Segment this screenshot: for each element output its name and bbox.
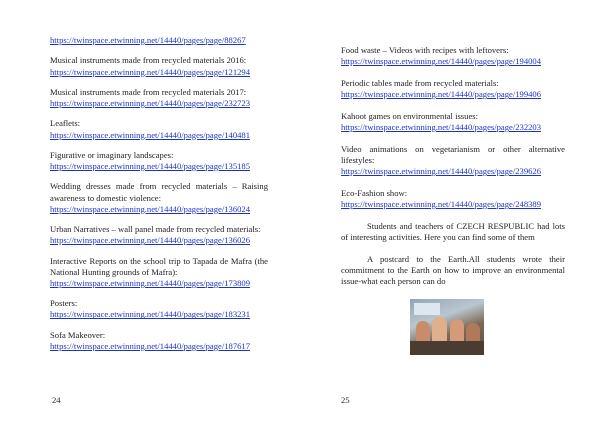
link-entry [50, 224, 268, 246]
entry-title: Urban Narratives – wall panel made from recycled materials: [50, 224, 261, 234]
page-number: 25 [341, 395, 350, 405]
entry-title: Leaflets: [50, 118, 81, 129]
entry-title: Video animations on vegetarianism or other alternative lifestyles: [341, 143, 565, 165]
link-entry [50, 118, 268, 140]
entry-title: Musical instruments made from recycled materials 2017: [50, 86, 247, 97]
entry-title: Wedding dresses made from recycled materials – Raising awareness to domestic violence: [50, 181, 268, 203]
project-page-link[interactable]: https://twinspace.etwinning.net/14440/pages/page/121294 [50, 66, 251, 77]
entry-title: Musical instruments made from recycled materials 2016: [50, 55, 247, 66]
paragraph: Students and teachers of CZECH RESPUBLIC had lots of interesting activities. Here you can find some of them [341, 220, 565, 242]
link-entry [50, 256, 268, 290]
paragraph: A postcard to the Earth.All students wrote their commitment to the Earth on how to improve an environmental issue-what each person can do [341, 253, 565, 287]
project-page-link[interactable]: https://twinspace.etwinning.net/14440/pages/page/199406 [341, 89, 542, 100]
link-entry [341, 188, 565, 210]
student-figure [432, 317, 447, 343]
student-figure [466, 323, 480, 343]
entry-title: Food waste – Videos with recipes with leftovers: [341, 45, 509, 55]
project-page-link[interactable]: https://twinspace.etwinning.net/14440/pages/page/173809 [50, 277, 251, 288]
student-figure [416, 321, 430, 343]
link-entry [50, 55, 268, 77]
entry-title: Sofa Makeover: [50, 329, 106, 340]
page-number: 24 [52, 395, 61, 405]
entry-title: Kahoot games on environmental issues: [341, 110, 478, 121]
project-page-link[interactable]: https://twinspace.etwinning.net/14440/pages/page/248389 [341, 199, 542, 210]
left-page-content [50, 35, 268, 361]
project-page-link[interactable]: https://twinspace.etwinning.net/14440/pages/page/232203 [341, 122, 542, 133]
project-page-link[interactable]: https://twinspace.etwinning.net/14440/pages/page/183231 [50, 309, 251, 320]
project-page-link[interactable]: https://twinspace.etwinning.net/14440/pages/page/187617 [50, 340, 251, 351]
link-entry [50, 298, 268, 320]
project-page-link[interactable]: https://twinspace.etwinning.net/14440/pages/page/88267 [50, 35, 246, 45]
link-entry [50, 181, 268, 215]
link-entry [50, 150, 268, 172]
window-shape [414, 303, 440, 315]
link-entry [341, 78, 565, 100]
entry-title: Interactive Reports on the school trip to Tapada de Mafra (the National Hunting grounds of Mafra): [50, 255, 268, 277]
project-page-link[interactable]: https://twinspace.etwinning.net/14440/pages/page/239626 [341, 166, 542, 177]
project-page-link[interactable]: https://twinspace.etwinning.net/14440/pages/page/136026 [50, 235, 251, 246]
right-page-content [341, 45, 565, 355]
project-page-link[interactable]: https://twinspace.etwinning.net/14440/pages/page/140481 [50, 129, 251, 140]
project-page-link[interactable]: https://twinspace.etwinning.net/14440/pages/page/232723 [50, 98, 251, 108]
entry-title: Periodic tables made from recycled materials: [341, 77, 499, 88]
link-entry [50, 87, 268, 109]
link-entry [341, 111, 565, 133]
student-figure [450, 319, 464, 343]
entry-title: Figurative or imaginary landscapes: [50, 149, 174, 160]
students-photo [410, 299, 484, 355]
right-page [300, 0, 600, 424]
link-entry [341, 144, 565, 178]
entry-title: Posters: [50, 298, 78, 309]
link-entry [50, 35, 268, 46]
project-page-link[interactable]: https://twinspace.etwinning.net/14440/pages/page/194004 [341, 56, 542, 67]
desk-shape [410, 341, 484, 355]
project-page-link[interactable]: https://twinspace.etwinning.net/14440/pages/page/135185 [50, 161, 251, 171]
entry-title: Eco-Fashion show: [341, 187, 408, 198]
link-entry [341, 45, 565, 67]
project-page-link[interactable]: https://twinspace.etwinning.net/14440/pages/page/136024 [50, 203, 251, 214]
link-entry [50, 330, 268, 352]
